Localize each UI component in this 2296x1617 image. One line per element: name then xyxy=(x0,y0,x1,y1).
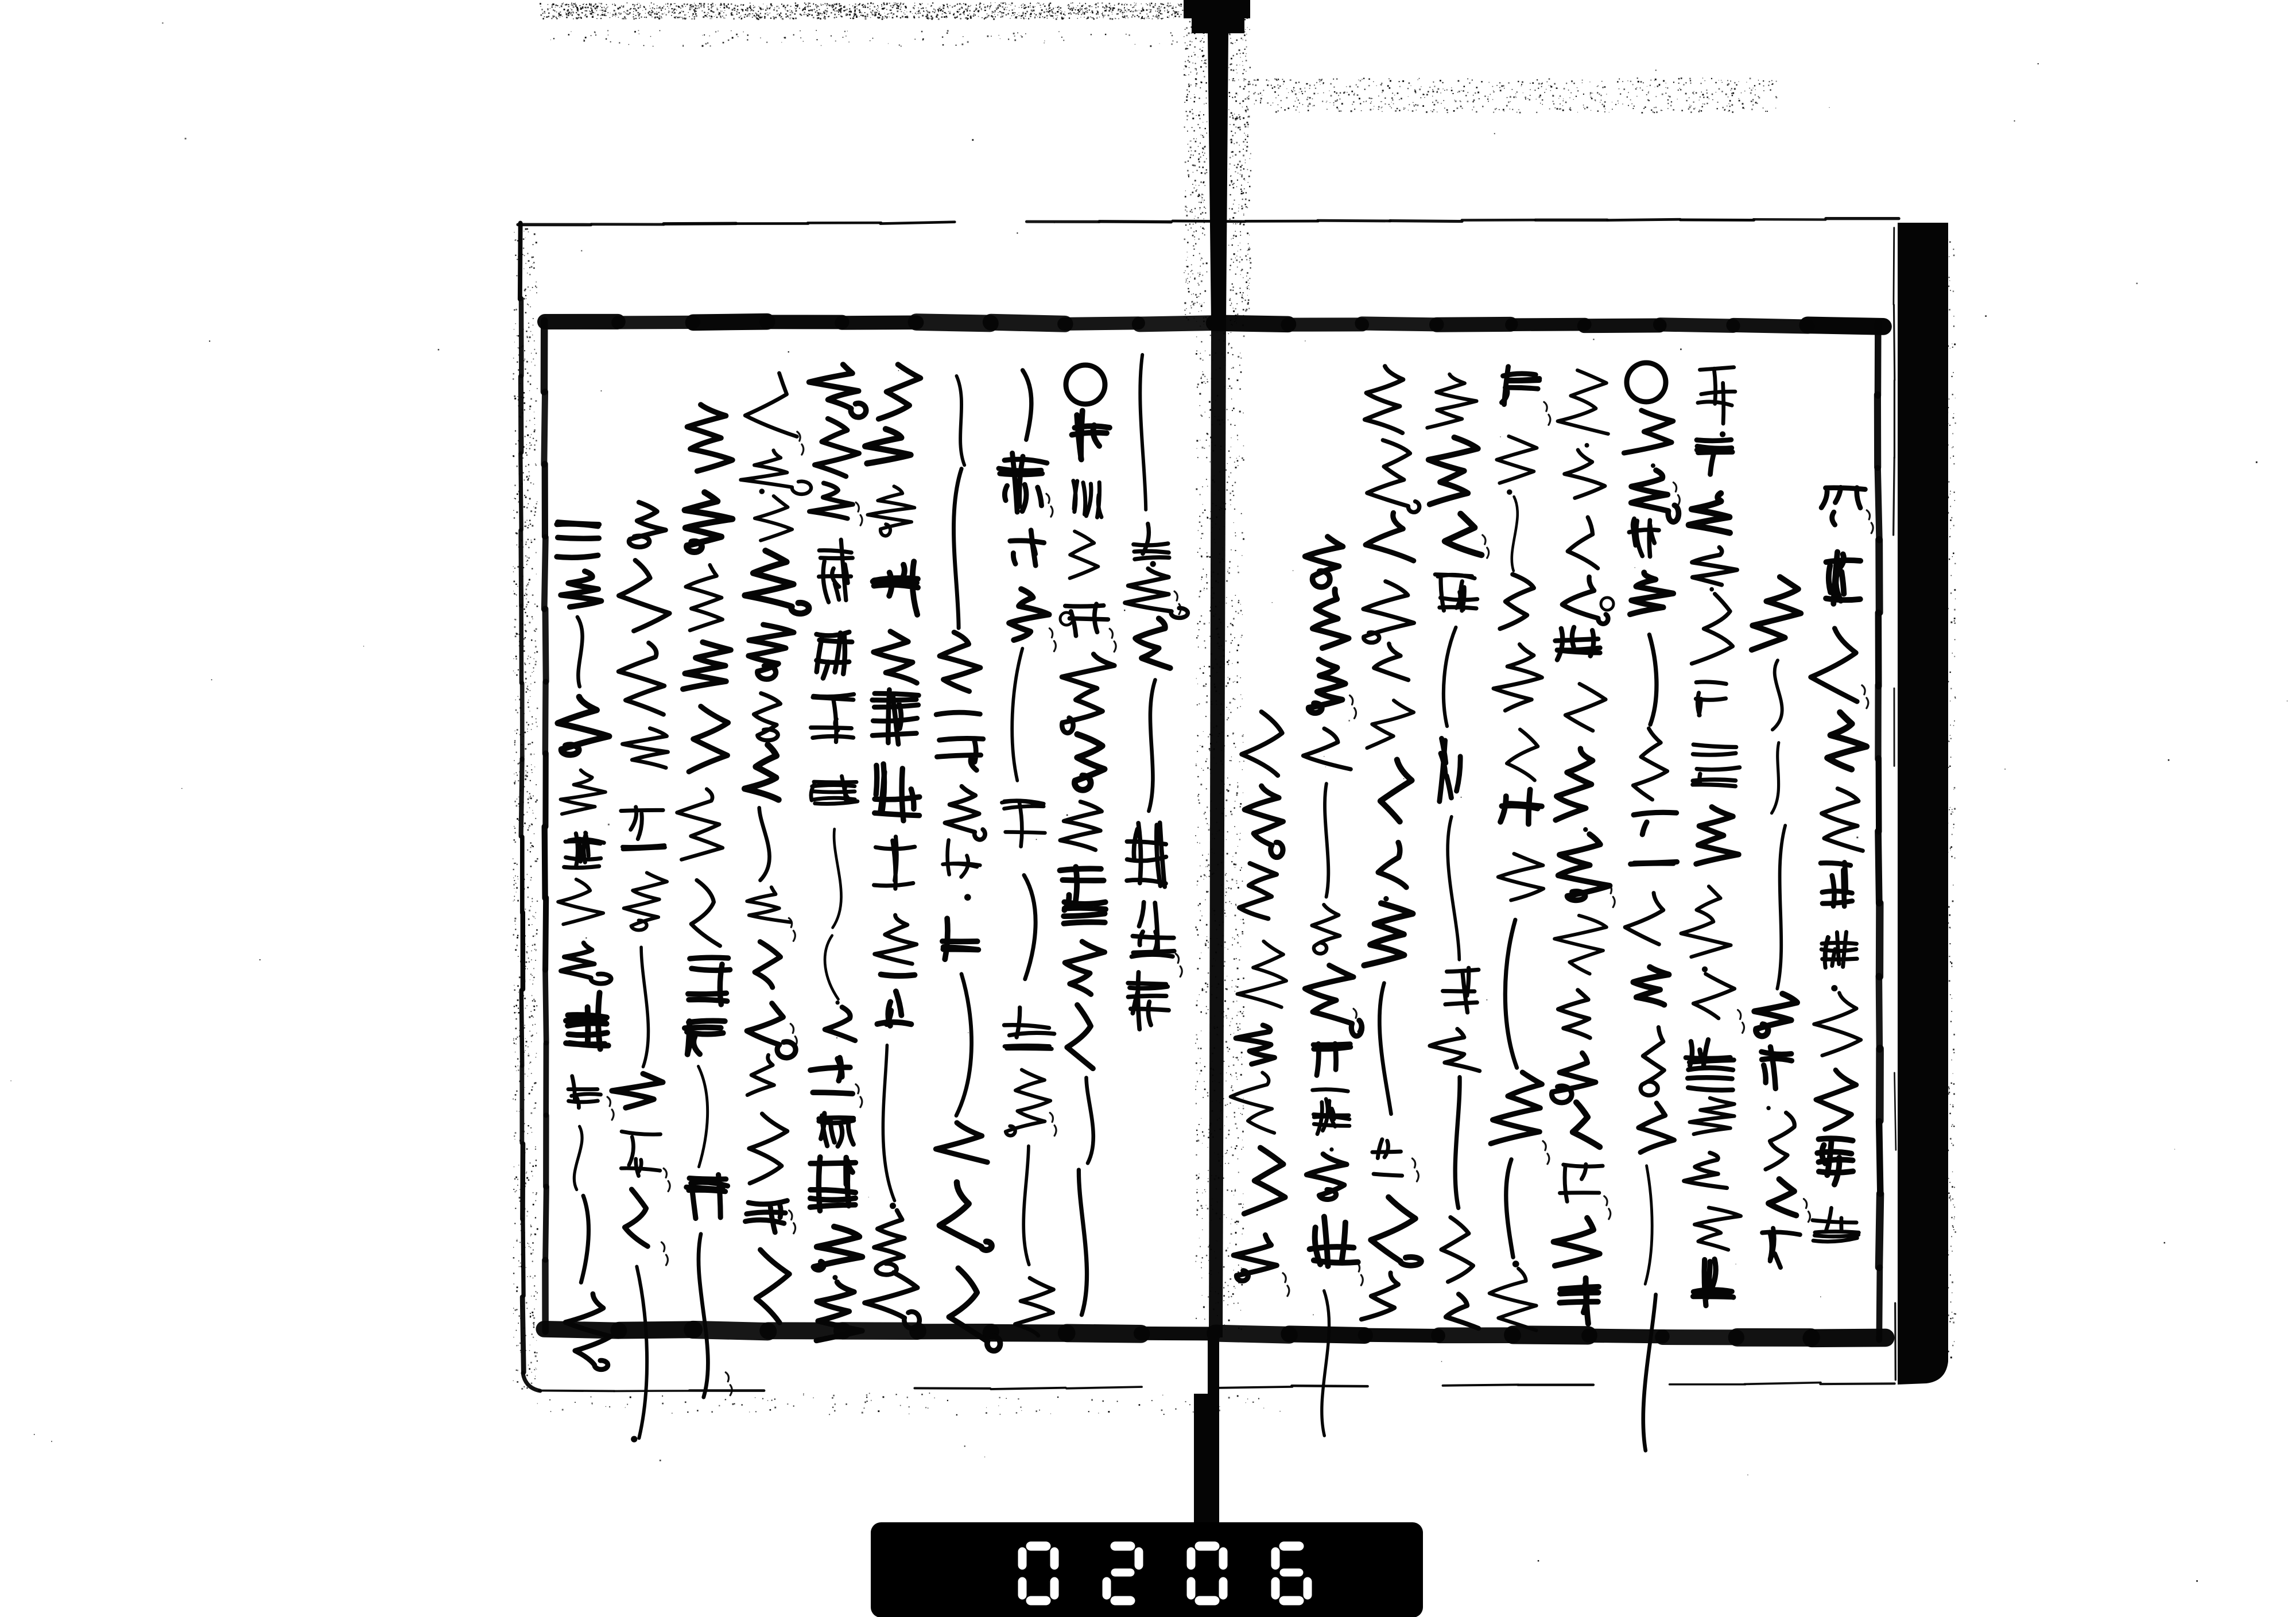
text-column xyxy=(677,405,733,1397)
rod-head xyxy=(1192,18,1244,33)
seven-seg-segment xyxy=(1219,1577,1228,1600)
text-column xyxy=(557,522,614,1370)
seven-seg-segment xyxy=(1280,1569,1304,1577)
rod-foot xyxy=(1194,1394,1219,1527)
text-column xyxy=(1624,410,1680,1451)
seven-seg-segment xyxy=(1304,1577,1312,1600)
seven-seg-segment xyxy=(1050,1577,1059,1600)
seven-seg-segment xyxy=(1135,1548,1143,1570)
seven-seg-segment xyxy=(1111,1542,1135,1551)
text-columns-right-page xyxy=(1231,366,1873,1451)
cover-edge-band xyxy=(1898,223,1948,1385)
book-spread xyxy=(518,219,1948,1451)
seven-seg-segment xyxy=(1279,1542,1304,1551)
text-column xyxy=(1752,577,1810,1267)
text-column xyxy=(999,370,1056,1336)
entry-circle-mark xyxy=(1066,365,1105,404)
entry-circle-mark xyxy=(1601,598,1614,610)
text-column xyxy=(1681,367,1744,1306)
binding-rod xyxy=(1184,0,1250,1527)
seven-seg-segment xyxy=(1018,1577,1027,1600)
seven-seg-segment xyxy=(1103,1577,1111,1600)
text-column xyxy=(1362,366,1421,1319)
seven-seg-segment xyxy=(1050,1548,1059,1570)
seven-seg-segment xyxy=(1187,1577,1196,1600)
text-column xyxy=(1304,537,1363,1436)
text-column xyxy=(1060,411,1116,1315)
rod-bar-upper xyxy=(1208,33,1228,321)
seven-seg-segment xyxy=(1271,1577,1280,1600)
text-column xyxy=(936,376,1000,1351)
text-column xyxy=(741,373,812,1323)
entry-markers xyxy=(1060,363,1666,625)
frame-counter xyxy=(871,1522,1423,1617)
counter-panel xyxy=(871,1522,1423,1617)
seven-seg-segment xyxy=(1195,1596,1220,1606)
seven-seg-segment xyxy=(1111,1569,1135,1577)
text-column xyxy=(1490,367,1550,1331)
entry-circle-mark xyxy=(1627,363,1666,402)
text-column xyxy=(1231,712,1289,1296)
seven-seg-segment xyxy=(1026,1596,1051,1606)
seven-seg-segment xyxy=(1018,1548,1027,1570)
seven-seg-segment xyxy=(1279,1596,1304,1606)
seven-seg-segment xyxy=(1271,1548,1280,1570)
seven-seg-segment xyxy=(1187,1548,1196,1570)
rod-head xyxy=(1184,0,1250,18)
text-column xyxy=(809,364,866,1340)
text-column xyxy=(1428,374,1489,1328)
rod-bar-through-book xyxy=(1209,321,1226,1337)
text-columns-left-page xyxy=(557,355,1188,1442)
seven-seg-segment xyxy=(1026,1542,1051,1551)
text-column xyxy=(1811,487,1874,1242)
seven-seg-segment xyxy=(1111,1596,1135,1606)
text-column xyxy=(612,502,670,1442)
seven-seg-segment xyxy=(1195,1542,1220,1551)
seven-seg-segment xyxy=(1219,1548,1228,1570)
text-column xyxy=(864,364,920,1328)
text-column xyxy=(1552,370,1615,1324)
page-edges xyxy=(518,219,1899,1391)
rod-bar-lower xyxy=(1208,1337,1219,1396)
text-column xyxy=(1125,355,1188,1029)
